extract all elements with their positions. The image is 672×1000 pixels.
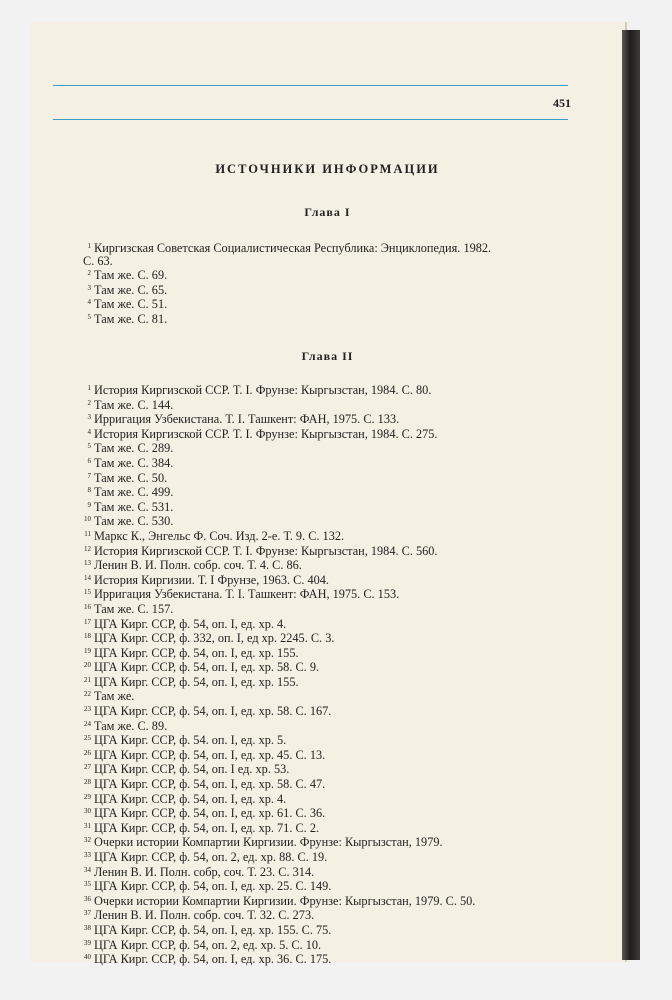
note-entry — [83, 645, 578, 660]
note-number: 5 — [87, 312, 91, 321]
note-number: 29 — [84, 792, 91, 801]
note-entry — [83, 240, 578, 255]
note-entry — [83, 296, 578, 311]
note-text: ЦГА Кирг. ССР, ф. 54, оп. I ед. хр. 53. — [94, 762, 290, 777]
note-entry — [83, 528, 578, 543]
note-entry — [83, 776, 578, 791]
note-text: Очерки истории Компартии Киргизии. Фрунзе: Кыргызстан, 1979. — [94, 835, 443, 850]
note-entry — [83, 455, 578, 470]
note-number: 14 — [84, 573, 91, 582]
note-number: 10 — [84, 515, 91, 524]
note-number: 4 — [87, 298, 91, 307]
note-entry — [83, 311, 578, 326]
note-number: 8 — [87, 486, 91, 495]
note-text: Там же. — [94, 689, 135, 704]
note-text: История Киргизской ССР. Т. I. Фрунзе: Кыргызстан, 1984. С. 560. — [94, 543, 438, 558]
note-entry — [83, 630, 578, 645]
page-title: ИСТОЧНИКИ ИНФОРМАЦИИ — [215, 162, 440, 176]
note-text: ЦГА Кирг. ССР, ф. 54, оп. I, ед. хр. 58. С. 47. — [94, 777, 326, 792]
note-entry — [83, 282, 578, 297]
note-entry — [83, 659, 578, 674]
note-entry — [83, 820, 578, 835]
note-number: 2 — [87, 398, 91, 407]
note-entry — [83, 484, 578, 499]
note-number: 9 — [87, 500, 91, 509]
note-entry — [83, 572, 578, 587]
page-number: 451 — [553, 96, 571, 110]
note-entry — [83, 937, 578, 952]
note-entry — [83, 747, 578, 762]
note-text: Там же. С. 499. — [94, 485, 174, 500]
note-text: ЦГА Кирг. ССР, ф. 54, оп. I, ед. хр. 58. С. 9. — [94, 660, 320, 675]
header-rule-bottom — [53, 119, 568, 120]
note-number: 39 — [84, 938, 91, 947]
note-entry — [83, 601, 578, 616]
note-entry — [83, 440, 578, 455]
note-text: Там же. С. 289. — [94, 441, 174, 456]
note-text: ЦГА Кирг. ССР, ф. 54, оп. I, ед. хр. 155. — [94, 674, 299, 689]
note-text: Там же. С. 530. — [94, 514, 174, 529]
note-number: 1 — [87, 384, 91, 392]
note-number: 3 — [87, 413, 91, 422]
note-number: 2 — [87, 269, 91, 278]
note-text: Там же. С. 157. — [94, 601, 174, 616]
note-entry — [83, 543, 578, 558]
note-entry — [83, 382, 578, 397]
note-number: 31 — [84, 821, 91, 830]
note-text: Ленин В. И. Полн. собр, соч. Т. 23. С. 314. — [94, 864, 315, 879]
note-entry — [83, 791, 578, 806]
note-text: Маркс К., Энгельс Ф. Соч. Изд. 2-е. Т. 9. С. 132. — [94, 528, 345, 543]
note-number: 33 — [84, 851, 91, 859]
note-number: 25 — [84, 734, 91, 743]
note-number: 40 — [84, 953, 91, 962]
note-entry — [83, 907, 578, 922]
note-text: История Киргизии. Т. I Фрунзе, 1963. С. 404. — [94, 572, 329, 587]
note-text: Киргизская Советская Социалистическая Республика: Энциклопедия. 1982. — [94, 241, 492, 255]
note-text: ЦГА Кирг. ССР, ф. 54, оп. I, ед. хр. 58. С. 167. — [94, 704, 332, 719]
note-text: Там же. С. 65. — [94, 282, 168, 297]
note-entry — [83, 893, 578, 908]
note-entry — [83, 878, 578, 893]
note-number: 19 — [84, 646, 91, 655]
note-number: 13 — [84, 559, 91, 568]
note-text: ЦГА Кирг. ССР, ф. 54, оп. I, ед. хр. 155. — [94, 645, 299, 660]
note-entry — [83, 761, 578, 776]
chapter-heading-2: Глава II — [301, 349, 354, 363]
note-entry — [83, 951, 578, 966]
note-text: ЦГА Кирг. ССР, ф. 54, оп. 2, ед. хр. 5. С. 10. — [94, 937, 322, 952]
note-entry — [83, 849, 578, 864]
note-text: Там же. С. 89. — [94, 718, 168, 733]
note-number: 23 — [84, 705, 91, 714]
note-text: Ленин В. И. Полн. собр. соч. Т. 4. С. 86. — [94, 558, 302, 573]
note-number: 18 — [84, 632, 91, 641]
note-text: ЦГА Кирг. ССР, ф. 54, оп. I, ед. хр. 155. С. 75. — [94, 922, 332, 937]
note-text: Ленин В. И. Полн. собр. соч. Т. 32. С. 273. — [94, 908, 315, 923]
note-entry — [83, 513, 578, 528]
note-entry — [83, 557, 578, 572]
book-spine-shadow — [622, 30, 640, 960]
note-number: 7 — [87, 471, 91, 480]
note-text: Ирригация Узбекистана. Т. I. Ташкент: ФАН, 1975. С. 153. — [94, 587, 400, 602]
note-number: 12 — [84, 544, 91, 553]
header-rule-top — [53, 85, 568, 86]
note-entry — [83, 688, 578, 703]
note-entry — [83, 470, 578, 485]
note-text: ЦГА Кирг. ССР, ф. 54, оп. I, ед. хр. 45. С. 13. — [94, 747, 326, 762]
note-text: ЦГА Кирг. ССР, ф. 54, оп. I, ед. хр. 4. — [94, 616, 287, 631]
note-number: 16 — [84, 602, 91, 611]
note-text: ЦГА Кирг. ССР, ф. 54, оп. I, ед. хр. 71. С. 2. — [94, 820, 320, 835]
note-number: 1 — [87, 242, 91, 250]
note-text: Там же. С. 69. — [94, 268, 168, 283]
note-text: История Киргизской ССР. Т. I. Фрунзе: Кыргызстан, 1984. С. 80. — [94, 383, 432, 397]
note-entry — [83, 426, 578, 441]
note-text-continuation: С. 63. — [83, 253, 113, 268]
note-number: 32 — [84, 836, 91, 845]
note-number: 35 — [84, 880, 91, 889]
note-number: 17 — [84, 617, 91, 626]
chapter-heading-1: Глава I — [304, 205, 351, 219]
note-number: 27 — [84, 763, 91, 772]
note-entry — [83, 805, 578, 820]
note-number: 28 — [84, 778, 91, 787]
note-entry — [83, 397, 578, 412]
note-number: 21 — [84, 675, 91, 684]
note-text: ЦГА Кирг. ССР, ф. 54, оп. I, ед. хр. 4. — [94, 791, 287, 806]
note-entry — [83, 703, 578, 718]
note-entry — [83, 586, 578, 601]
note-text: ЦГА Кирг. ССР, ф. 54, оп. I, ед. хр. 25. С. 149. — [94, 879, 332, 894]
note-text: История Киргизской ССР. Т. I. Фрунзе: Кыргызстан, 1984. С. 275. — [94, 426, 438, 441]
note-entry — [83, 834, 578, 849]
note-number: 5 — [87, 442, 91, 451]
note-entry — [83, 674, 578, 689]
note-text: ЦГА Кирг. ССР, ф. 332, оп. I, ед хр. 2245. С. 3. — [94, 631, 335, 646]
note-number: 36 — [84, 894, 91, 903]
note-text: ЦГА Кирг. ССР, ф. 54, оп. I, ед. хр. 36. С. 175. — [94, 952, 332, 967]
chapter-2-notes — [83, 382, 578, 966]
note-number: 26 — [84, 748, 91, 757]
note-text: Там же. С. 51. — [94, 297, 168, 312]
chapter-1-notes — [83, 240, 578, 326]
note-text: Там же. С. 531. — [94, 499, 174, 514]
note-text: ЦГА Кирг. ССР, ф. 54, оп. I, ед. хр. 61. С. 36. — [94, 806, 326, 821]
note-entry — [83, 411, 578, 426]
note-number: 22 — [84, 690, 91, 699]
note-text: ЦГА Кирг. ССР, ф. 54. оп. I, ед. хр. 5. — [94, 733, 287, 748]
note-number: 11 — [84, 529, 91, 538]
note-entry — [83, 718, 578, 733]
note-number: 4 — [87, 427, 91, 436]
note-text: Там же. С. 144. — [94, 397, 174, 412]
book-page — [30, 22, 625, 967]
note-entry — [83, 864, 578, 879]
note-text: Очерки истории Компартии Киргизии. Фрунзе: Кыргызстан, 1979. С. 50. — [94, 893, 476, 908]
note-number: 6 — [87, 456, 91, 465]
note-text: ЦГА Кирг. ССР, ф. 54, оп. 2, ед. хр. 88. С. 19. — [94, 850, 328, 864]
note-text: Там же. С. 81. — [94, 311, 168, 326]
note-text: Ирригация Узбекистана. Т. I. Ташкент: ФАН, 1975. С. 133. — [94, 412, 400, 427]
note-number: 24 — [84, 719, 91, 728]
note-number: 38 — [84, 923, 91, 932]
note-number: 3 — [87, 283, 91, 292]
note-entry — [83, 499, 578, 514]
note-text: Там же. С. 50. — [94, 470, 168, 485]
note-entry — [83, 922, 578, 937]
note-number: 34 — [84, 865, 91, 874]
note-text: Там же. С. 384. — [94, 455, 174, 470]
note-number: 15 — [84, 588, 91, 597]
note-entry — [83, 267, 578, 282]
note-number: 20 — [84, 661, 91, 670]
note-number: 30 — [84, 807, 91, 816]
note-entry — [83, 616, 578, 631]
note-number: 37 — [84, 909, 91, 918]
note-entry — [83, 732, 578, 747]
